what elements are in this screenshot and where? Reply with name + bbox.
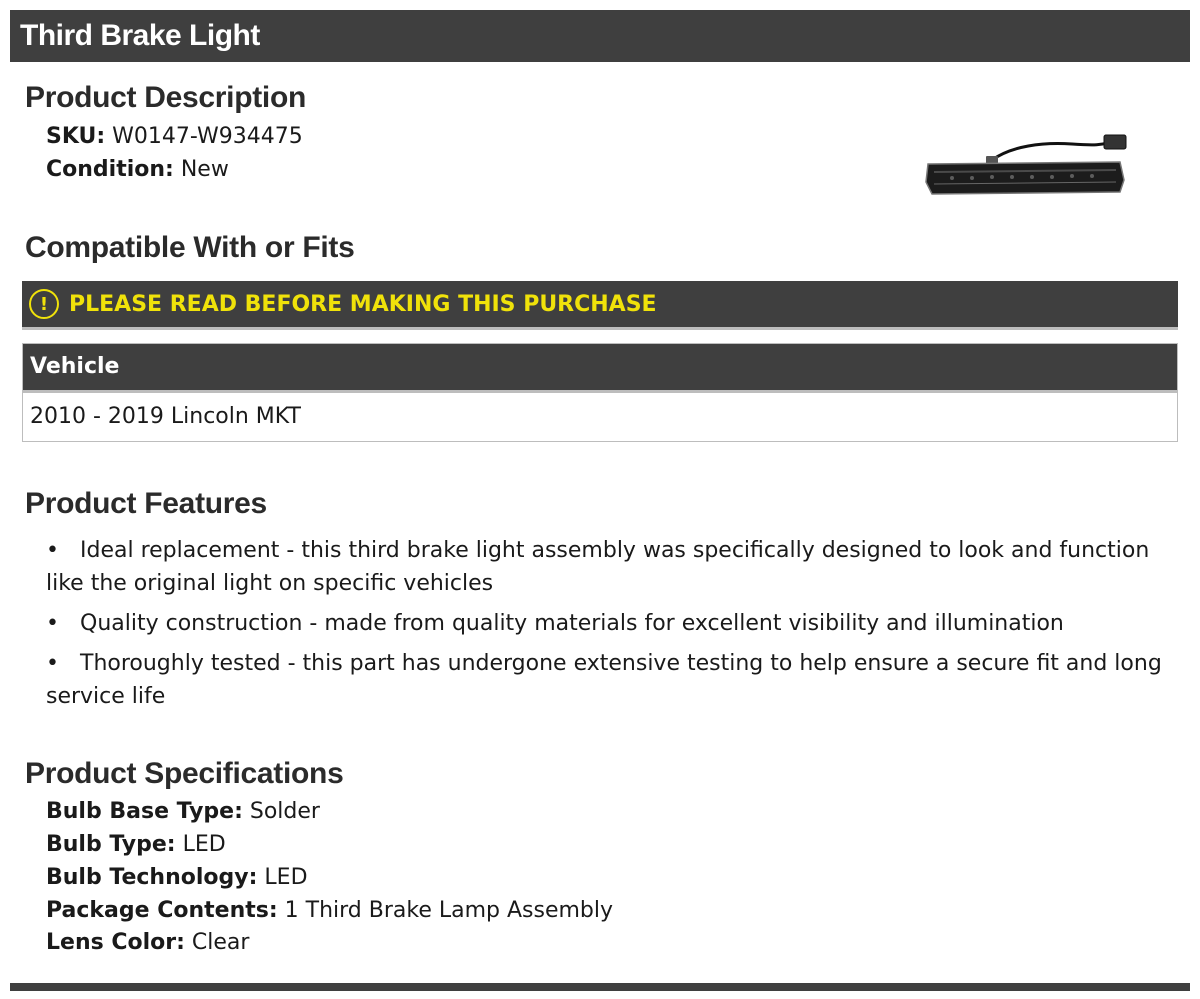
list-item xyxy=(46,607,1176,640)
feature-text: Quality construction - made from quality materials for excellent visibility and illumination xyxy=(80,611,1064,636)
vehicle-column-header: Vehicle xyxy=(23,344,1177,393)
spec-value: LED xyxy=(264,865,308,890)
spec-value: 1 Third Brake Lamp Assembly xyxy=(284,898,614,923)
spec-row xyxy=(46,894,613,927)
bullet: • xyxy=(46,611,59,636)
product-description-heading: Product Description xyxy=(25,81,306,114)
features-list xyxy=(46,534,1176,720)
title-bar xyxy=(10,10,1190,62)
sku-value: W0147-W934475 xyxy=(112,124,303,149)
feature-text: Thoroughly tested - this part has undergone extensive testing to help ensure a secure fit and long service life xyxy=(46,651,1162,709)
notice-text: PLEASE READ BEFORE MAKING THIS PURCHASE xyxy=(69,291,657,317)
spec-label: Lens Color: xyxy=(46,930,185,955)
spec-label: Bulb Technology: xyxy=(46,865,258,890)
bullet: • xyxy=(46,538,59,563)
product-image xyxy=(922,132,1132,198)
bullet: • xyxy=(46,651,59,676)
spec-label: Bulb Type: xyxy=(46,832,176,857)
condition-value: New xyxy=(180,157,229,182)
spec-row xyxy=(46,828,226,861)
compatibility-heading: Compatible With or Fits xyxy=(25,231,355,264)
list-item xyxy=(46,647,1176,713)
spec-label: Bulb Base Type: xyxy=(46,799,243,824)
spec-value: Solder xyxy=(249,799,320,824)
product-specifications-heading: Product Specifications xyxy=(25,757,344,790)
warning-icon: ! xyxy=(29,289,59,319)
spec-value: Clear xyxy=(191,930,250,955)
spec-label: Package Contents: xyxy=(46,898,278,923)
product-features-heading: Product Features xyxy=(25,487,267,520)
spec-row xyxy=(46,795,320,828)
list-item xyxy=(46,534,1176,600)
bottom-divider xyxy=(10,983,1190,991)
purchase-notice xyxy=(22,281,1178,330)
spec-row xyxy=(46,926,249,959)
spec-row xyxy=(46,861,308,894)
condition-row xyxy=(46,153,229,186)
page-title: Third Brake Light xyxy=(20,19,260,52)
vehicle-row: 2010 - 2019 Lincoln MKT xyxy=(30,404,301,429)
feature-text: Ideal replacement - this third brake light assembly was specifically designed to look and function like the original light on specific vehicles xyxy=(46,538,1150,596)
sku-row xyxy=(46,120,303,153)
vehicle-table xyxy=(22,343,1178,442)
condition-label: Condition: xyxy=(46,157,174,182)
spec-value: LED xyxy=(182,832,226,857)
sku-label: SKU: xyxy=(46,124,106,149)
